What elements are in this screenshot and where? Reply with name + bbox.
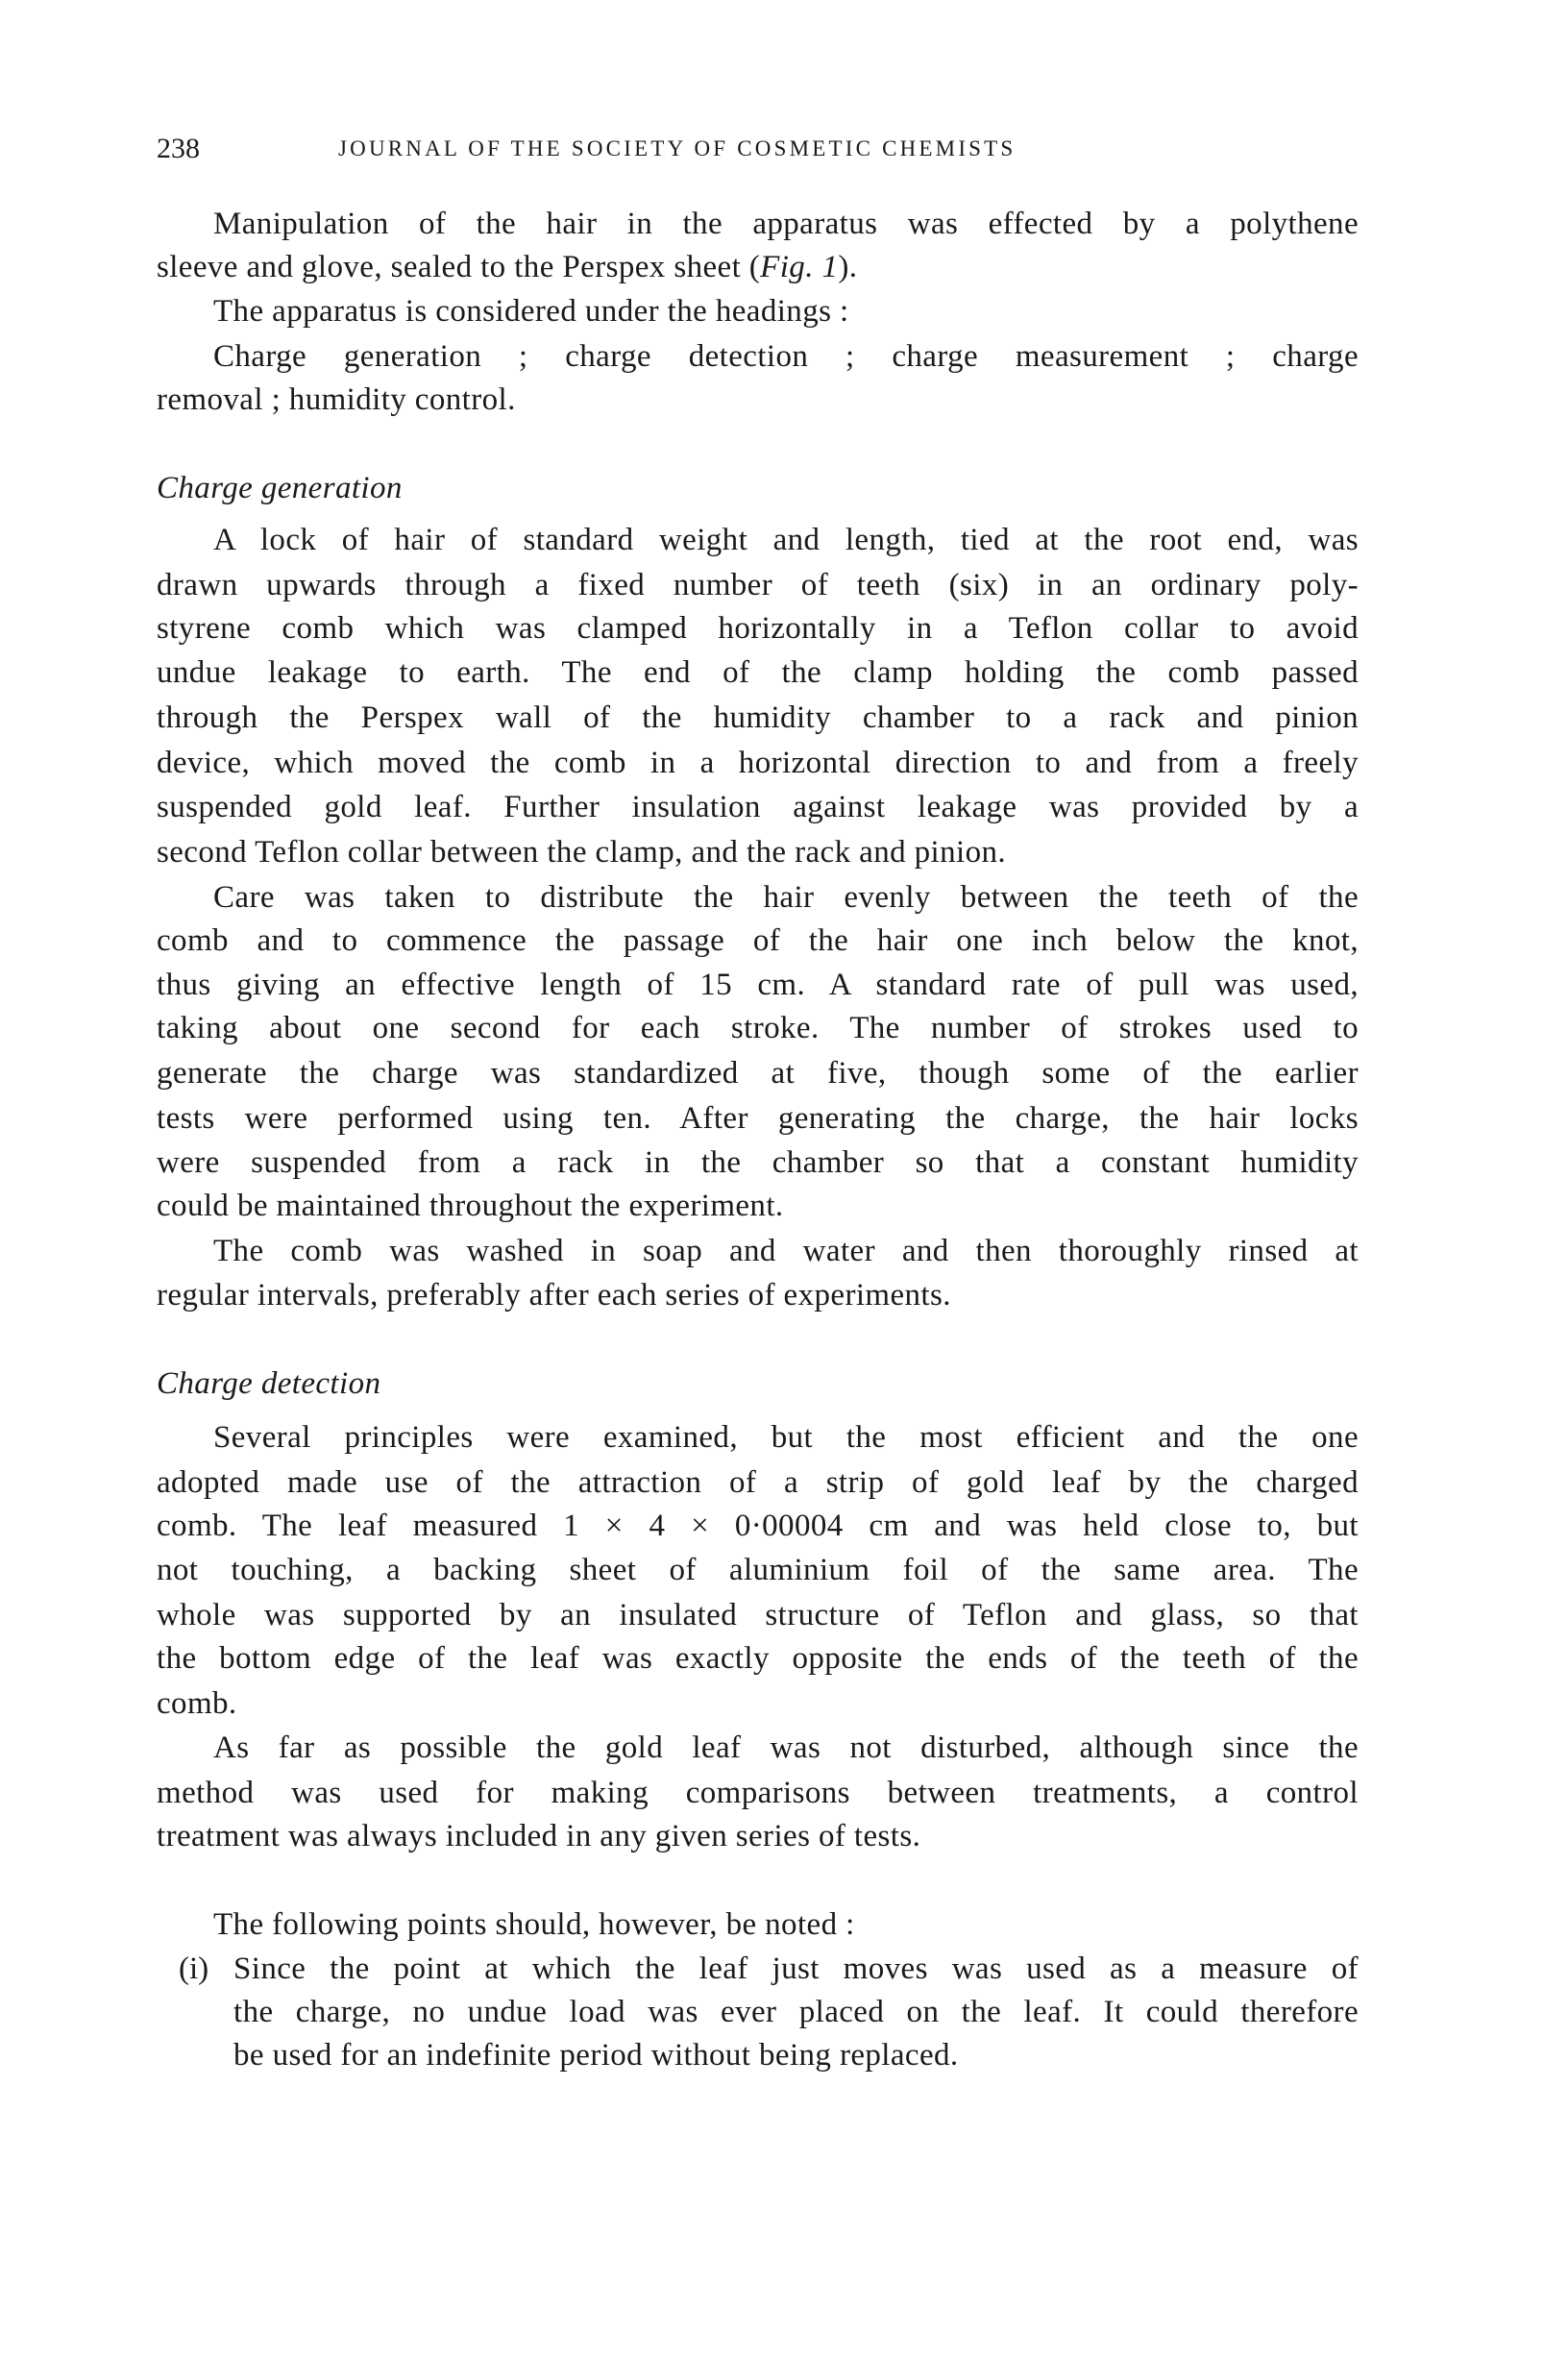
text-line: through the Perspex wall of the humidity chamber to a rack and pinion [157, 700, 1359, 736]
text-line: not touching, a backing sheet of aluminium foil of the same area. The [157, 1553, 1359, 1588]
running-head: JOURNAL OF THE SOCIETY OF COSMETIC CHEMISTS [338, 136, 1017, 160]
text-line: treatment was always included in any given series of tests. [157, 1818, 921, 1853]
list-label: (i) [179, 1951, 209, 1987]
text-line: comb. [157, 1685, 237, 1721]
text-line: The comb was washed in soap and water and then thoroughly rinsed at [213, 1233, 1359, 1268]
section-heading: Charge generation [157, 470, 403, 505]
text-line: device, which moved the comb in a horizontal direction to and from a freely [157, 745, 1359, 780]
text-line: could be maintained throughout the experiment. [157, 1189, 784, 1224]
text-line: taking about one second for each stroke. The number of strokes used to [157, 1011, 1359, 1046]
text-line: comb. The leaf measured 1 × 4 × 0·00004 cm and was held close to, but [157, 1508, 1359, 1543]
text-line: regular intervals, preferably after each series of experiments. [157, 1278, 951, 1313]
text-line: sleeve and glove, sealed to the Perspex sheet (Fig. 1). [157, 249, 858, 284]
text-line: removal ; humidity control. [157, 382, 516, 418]
text-line: Since the point at which the leaf just moves was used as a measure of [233, 1951, 1359, 1987]
text-line: Charge generation ; charge detection ; charge measurement ; charge [213, 338, 1359, 374]
text-line: styrene comb which was clamped horizontally in a Teflon collar to avoid [157, 610, 1359, 646]
text-line: the bottom edge of the leaf was exactly opposite the ends of the teeth of the [157, 1641, 1359, 1677]
text-line: the charge, no undue load was ever placed on the leaf. It could therefore [233, 1995, 1359, 2030]
text-line: were suspended from a rack in the chamber so that a constant humidity [157, 1145, 1359, 1181]
text-line: be used for an indefinite period without being replaced. [233, 2038, 959, 2074]
page-number: 238 [157, 133, 200, 164]
text-line: whole was supported by an insulated structure of Teflon and glass, so that [157, 1597, 1359, 1632]
text-line: drawn upwards through a fixed number of teeth (six) in an ordinary poly- [157, 567, 1359, 602]
text-line: undue leakage to earth. The end of the clamp holding the comb passed [157, 655, 1359, 691]
text-line: Several principles were examined, but the most efficient and the one [213, 1420, 1359, 1456]
text-line: tests were performed using ten. After generating the charge, the hair locks [157, 1100, 1359, 1136]
text-line: A lock of hair of standard weight and length, tied at the root end, was [213, 523, 1359, 558]
text-line: suspended gold leaf. Further insulation against leakage was provided by a [157, 790, 1359, 825]
text-line: Care was taken to distribute the hair evenly between the teeth of the [213, 879, 1359, 915]
text-line: As far as possible the gold leaf was not disturbed, although since the [213, 1730, 1359, 1766]
text-line: generate the charge was standardized at five, though some of the earlier [157, 1055, 1359, 1091]
text-line: adopted made use of the attraction of a strip of gold leaf by the charged [157, 1464, 1359, 1500]
text-line: Manipulation of the hair in the apparatus was effected by a polythene [213, 206, 1359, 241]
text-line: thus giving an effective length of 15 cm. A standard rate of pull was used, [157, 968, 1359, 1003]
figure-reference: Fig. 1 [760, 249, 839, 284]
section-heading: Charge detection [157, 1366, 381, 1402]
text-line: The following points should, however, be noted : [213, 1906, 855, 1942]
text-line: method was used for making comparisons between treatments, a control [157, 1775, 1359, 1810]
text-line: comb and to commence the passage of the hair one inch below the knot, [157, 922, 1359, 958]
text-line: The apparatus is considered under the headings : [213, 294, 849, 330]
text-line: second Teflon collar between the clamp, and the rack and pinion. [157, 834, 1007, 870]
